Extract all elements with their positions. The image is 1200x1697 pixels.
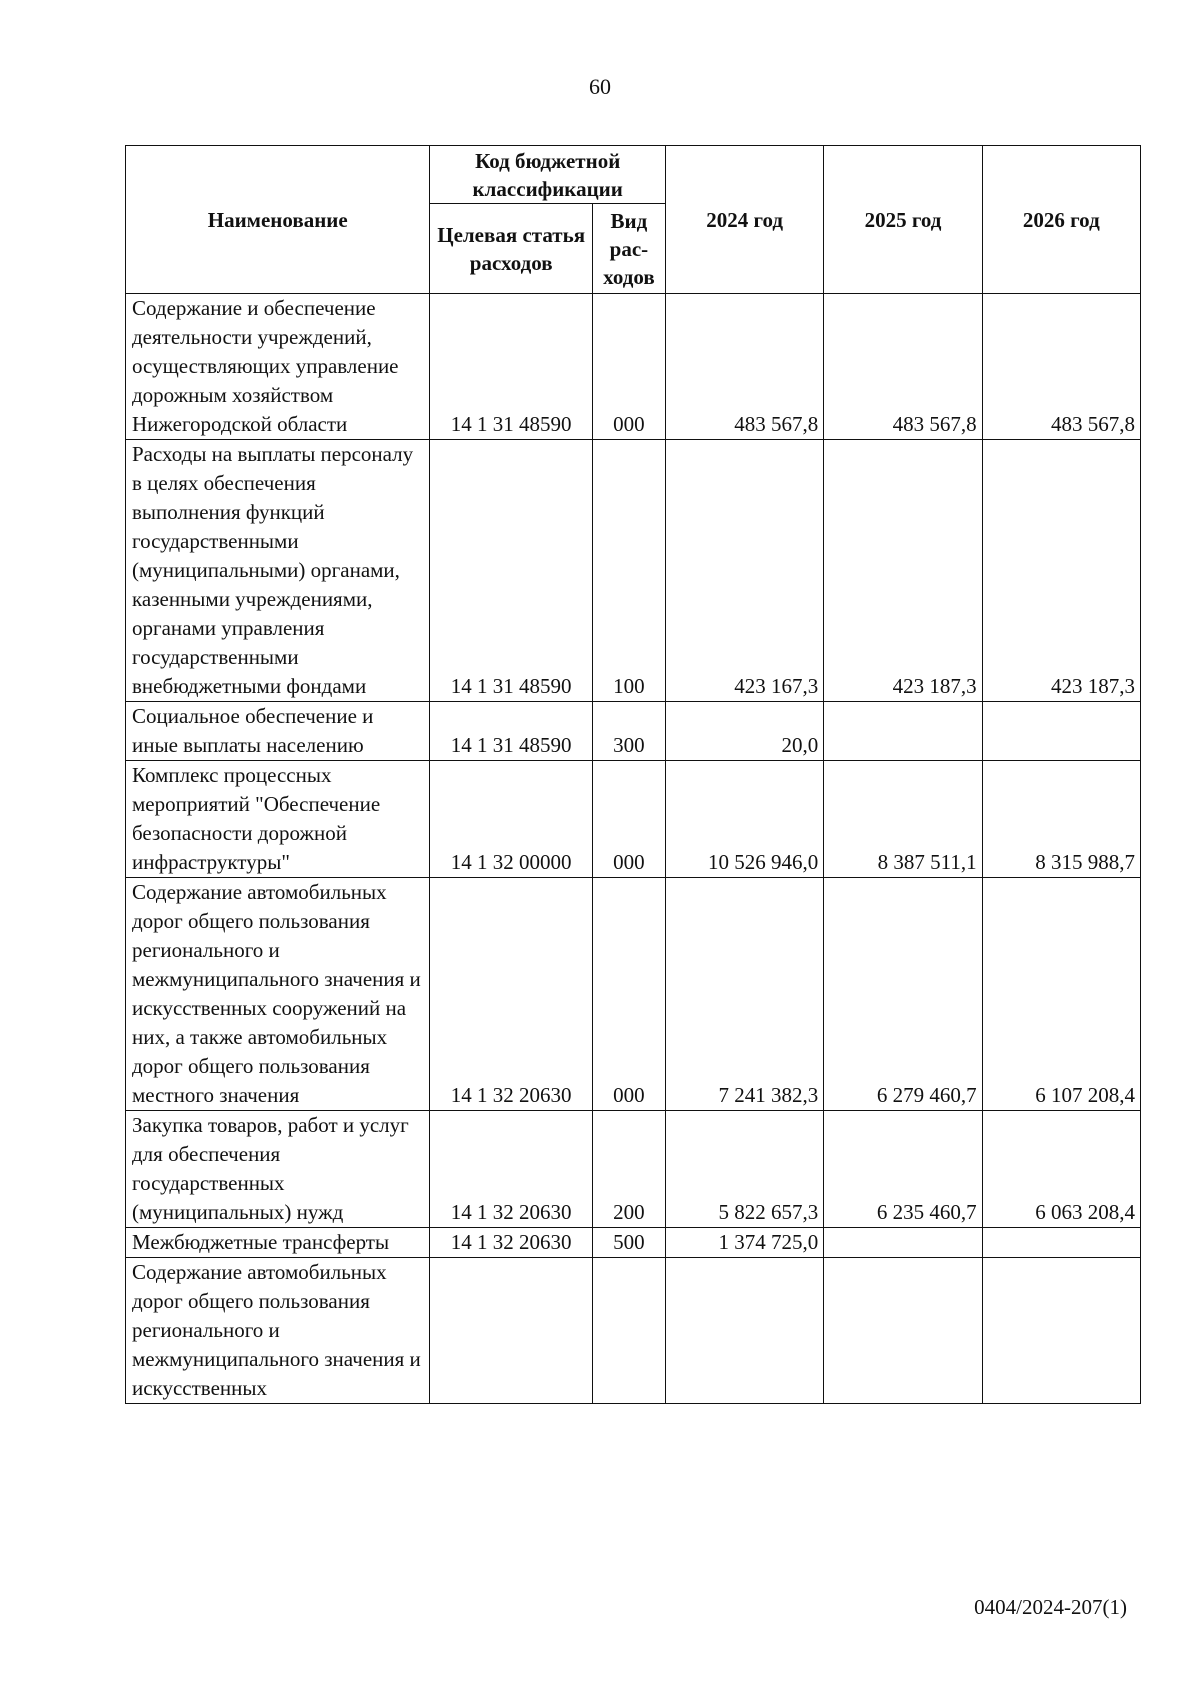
row-name: Содержание и обеспечение деятельности учреждений, осуществляющих управление дорожным хозяйством Нижегородской области bbox=[126, 294, 430, 440]
row-name: Комплекс процессных мероприятий "Обеспечение безопасности дорожной инфраструктуры" bbox=[126, 761, 430, 878]
document-number: 0404/2024-207(1) bbox=[974, 1595, 1127, 1619]
table-row bbox=[126, 294, 1141, 440]
row-2024: 5 822 657,3 bbox=[665, 1111, 823, 1228]
row-code: 14 1 31 48590 bbox=[430, 440, 592, 702]
header-code-group: Код бюджетной классификации bbox=[430, 146, 665, 204]
row-2026 bbox=[982, 1258, 1140, 1404]
row-2025 bbox=[824, 702, 982, 761]
row-2025: 6 279 460,7 bbox=[824, 878, 982, 1111]
row-name: Закупка товаров, работ и услуг для обеспечения государственных (муниципальных) нужд bbox=[126, 1111, 430, 1228]
row-2024: 10 526 946,0 bbox=[665, 761, 823, 878]
row-expense-type: 000 bbox=[592, 761, 665, 878]
row-code: 14 1 31 48590 bbox=[430, 294, 592, 440]
row-2024 bbox=[665, 1258, 823, 1404]
row-name: Межбюджетные трансферты bbox=[126, 1228, 430, 1258]
row-expense-type: 300 bbox=[592, 702, 665, 761]
row-expense-type: 100 bbox=[592, 440, 665, 702]
header-expense-type: Вид рас-ходов bbox=[592, 204, 665, 294]
row-2026: 6 063 208,4 bbox=[982, 1111, 1140, 1228]
row-name: Расходы на выплаты персоналу в целях обеспечения выполнения функций государственными (муниципальными) органами, казенными учреждениями, органами управления государственными внебюджетными фондами bbox=[126, 440, 430, 702]
row-2024: 20,0 bbox=[665, 702, 823, 761]
row-code: 14 1 32 20630 bbox=[430, 1228, 592, 1258]
row-expense-type: 000 bbox=[592, 878, 665, 1111]
row-expense-type: 500 bbox=[592, 1228, 665, 1258]
header-name: Наименование bbox=[126, 146, 430, 294]
row-2026: 8 315 988,7 bbox=[982, 761, 1140, 878]
row-2025: 483 567,8 bbox=[824, 294, 982, 440]
row-2025 bbox=[824, 1228, 982, 1258]
row-expense-type: 000 bbox=[592, 294, 665, 440]
row-2026: 483 567,8 bbox=[982, 294, 1140, 440]
page-number: 60 bbox=[589, 74, 611, 99]
table-row bbox=[126, 1228, 1141, 1258]
table-row bbox=[126, 761, 1141, 878]
row-2024: 483 567,8 bbox=[665, 294, 823, 440]
row-2026: 6 107 208,4 bbox=[982, 878, 1140, 1111]
table-row bbox=[126, 1111, 1141, 1228]
row-name: Содержание автомобильных дорог общего пользования регионального и межмуниципального значения и искусственных сооружений на них, а также автомобильных дорог общего пользования местного значения bbox=[126, 878, 430, 1111]
header-target-article: Целевая статья расходов bbox=[430, 204, 592, 294]
row-2025: 423 187,3 bbox=[824, 440, 982, 702]
row-name: Содержание автомобильных дорог общего пользования регионального и межмуниципального значения и искусственных bbox=[126, 1258, 430, 1404]
row-name: Социальное обеспечение и иные выплаты населению bbox=[126, 702, 430, 761]
header-2024: 2024 год bbox=[665, 146, 823, 294]
row-code: 14 1 32 20630 bbox=[430, 878, 592, 1111]
row-2024: 7 241 382,3 bbox=[665, 878, 823, 1111]
table-row bbox=[126, 440, 1141, 702]
row-2024: 423 167,3 bbox=[665, 440, 823, 702]
row-2026 bbox=[982, 702, 1140, 761]
row-expense-type: 200 bbox=[592, 1111, 665, 1228]
row-expense-type bbox=[592, 1258, 665, 1404]
row-2025: 6 235 460,7 bbox=[824, 1111, 982, 1228]
row-code bbox=[430, 1258, 592, 1404]
row-code: 14 1 31 48590 bbox=[430, 702, 592, 761]
row-2025 bbox=[824, 1258, 982, 1404]
header-2026: 2026 год bbox=[982, 146, 1140, 294]
header-row-1 bbox=[126, 146, 1141, 204]
row-code: 14 1 32 20630 bbox=[430, 1111, 592, 1228]
row-2024: 1 374 725,0 bbox=[665, 1228, 823, 1258]
table-row bbox=[126, 878, 1141, 1111]
row-2026 bbox=[982, 1228, 1140, 1258]
budget-table bbox=[125, 145, 1141, 1404]
table-row bbox=[126, 702, 1141, 761]
table-row bbox=[126, 1258, 1141, 1404]
row-2025: 8 387 511,1 bbox=[824, 761, 982, 878]
row-2026: 423 187,3 bbox=[982, 440, 1140, 702]
row-code: 14 1 32 00000 bbox=[430, 761, 592, 878]
header-2025: 2025 год bbox=[824, 146, 982, 294]
